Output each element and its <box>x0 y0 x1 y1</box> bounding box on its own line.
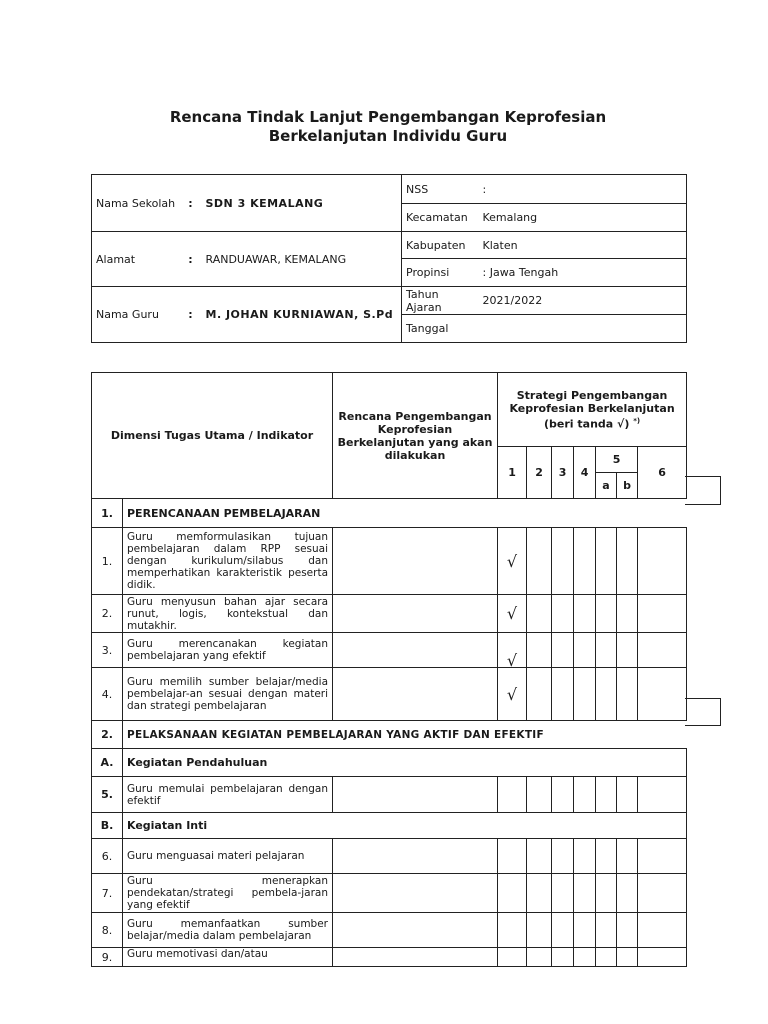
col-sub-6: 6 <box>638 447 687 499</box>
row-6-check-1 <box>498 839 527 874</box>
row-4-check-1: √ <box>498 668 527 721</box>
col-sub-5b: b <box>617 473 638 499</box>
propinsi-label: Propinsi <box>402 259 479 287</box>
nama-guru-value: M. JOHAN KURNIAWAN, S.Pd <box>202 287 402 343</box>
row-4-check-6 <box>638 668 687 721</box>
row-3-indicator: Guru merencanakan kegiatan pembelajaran yang efektif <box>123 633 333 668</box>
row-2-check-4 <box>574 595 596 633</box>
title-line-1: Rencana Tindak Lanjut Pengembangan Keprofesian <box>169 108 607 126</box>
row-5-check-4 <box>574 777 596 813</box>
row-6-check-3 <box>552 839 574 874</box>
alamat-value: RANDUAWAR, KEMALANG <box>202 232 402 287</box>
section-b-label: Kegiatan Inti <box>123 813 687 839</box>
row-9-check-5b <box>617 948 638 967</box>
row-5-check-1 <box>498 777 527 813</box>
row-1-check-5b <box>617 528 638 595</box>
row-5-check-5b <box>617 777 638 813</box>
strategi-note: *) <box>633 416 641 425</box>
row-3-check-6 <box>638 633 687 668</box>
row-7-check-1 <box>498 874 527 913</box>
row-7-check-5a <box>596 874 617 913</box>
row-1-check-5a <box>596 528 617 595</box>
row-7-rencana <box>333 874 498 913</box>
row-4-check-4 <box>574 668 596 721</box>
row-9-check-6 <box>638 948 687 967</box>
kecamatan-label: Kecamatan <box>402 204 479 232</box>
row-3-check-2 <box>527 633 552 668</box>
row-8-number: 8. <box>92 913 123 948</box>
row-6-check-5b <box>617 839 638 874</box>
col-sub-1: 1 <box>498 447 527 499</box>
row-8-check-5a <box>596 913 617 948</box>
row-2-indicator: Guru menyusun bahan ajar secara runut, logis, kontekstual dan mutakhir. <box>123 595 333 633</box>
col-sub-5: 5 <box>596 447 638 473</box>
section-a-label: Kegiatan Pendahuluan <box>123 749 687 777</box>
pkb-plan-table <box>91 372 687 967</box>
row-4-rencana <box>333 668 498 721</box>
nama-sekolah-value: SDN 3 KEMALANG <box>202 175 402 232</box>
col-sub-4: 4 <box>574 447 596 499</box>
row-3-check-5a <box>596 633 617 668</box>
row-8-check-6 <box>638 913 687 948</box>
row-9-check-2 <box>527 948 552 967</box>
row-9-check-5a <box>596 948 617 967</box>
colon: : <box>180 287 202 343</box>
section-1-number: 1. <box>92 499 123 528</box>
row-9-check-3 <box>552 948 574 967</box>
kecamatan-value: Kemalang <box>479 204 687 232</box>
row-5-check-6 <box>638 777 687 813</box>
col-sub-2: 2 <box>527 447 552 499</box>
row-7-check-4 <box>574 874 596 913</box>
row-6-check-4 <box>574 839 596 874</box>
row-2-check-1: √ <box>498 595 527 633</box>
row-6-number: 6. <box>92 839 123 874</box>
school-info-table <box>91 174 687 343</box>
row-1-number: 1. <box>92 528 123 595</box>
row-8-check-4 <box>574 913 596 948</box>
row-1-check-3 <box>552 528 574 595</box>
row-8-rencana <box>333 913 498 948</box>
section-b-number: B. <box>92 813 123 839</box>
row-2-number: 2. <box>92 595 123 633</box>
col-header-strategi <box>498 373 687 447</box>
row-4-check-3 <box>552 668 574 721</box>
colon: : <box>180 175 202 232</box>
row-7-number: 7. <box>92 874 123 913</box>
nama-guru-label: Nama Guru <box>92 287 180 343</box>
section-2-label: PELAKSANAAN KEGIATAN PEMBELAJARAN YANG AKTIF DAN EFEKTIF <box>123 721 687 749</box>
row-4-check-5a <box>596 668 617 721</box>
row-9-rencana <box>333 948 498 967</box>
colon: : <box>180 232 202 287</box>
row-1-check-6 <box>638 528 687 595</box>
row-9-number: 9. <box>92 948 123 967</box>
row-3-check-3 <box>552 633 574 668</box>
row-2-check-5a <box>596 595 617 633</box>
row-7-check-3 <box>552 874 574 913</box>
row-4-check-5b <box>617 668 638 721</box>
row-5-rencana <box>333 777 498 813</box>
section-2-extension <box>685 698 721 726</box>
nss-value: : <box>479 175 687 204</box>
row-2-rencana <box>333 595 498 633</box>
row-2-check-6 <box>638 595 687 633</box>
row-9-check-1 <box>498 948 527 967</box>
row-3-rencana <box>333 633 498 668</box>
row-7-check-5b <box>617 874 638 913</box>
row-1-check-1: √ <box>498 528 527 595</box>
tanggal-value <box>479 315 687 343</box>
row-4-number: 4. <box>92 668 123 721</box>
tahun-ajaran-value: 2021/2022 <box>479 287 687 315</box>
row-3-check-5b <box>617 633 638 668</box>
row-5-check-5a <box>596 777 617 813</box>
row-6-indicator: Guru menguasai materi pelajaran <box>123 839 333 874</box>
row-5-indicator: Guru memulai pembelajaran dengan efektif <box>123 777 333 813</box>
kabupaten-value: Klaten <box>479 232 687 259</box>
row-8-check-1 <box>498 913 527 948</box>
title-line-2: Berkelanjutan Individu Guru <box>268 127 508 145</box>
row-5-check-2 <box>527 777 552 813</box>
row-6-check-5a <box>596 839 617 874</box>
section-1-extension <box>685 476 721 505</box>
row-5-check-3 <box>552 777 574 813</box>
row-1-check-4 <box>574 528 596 595</box>
row-4-indicator: Guru memilih sumber belajar/media pembelajar-an sesuai dengan materi dan strategi pembelajaran <box>123 668 333 721</box>
row-6-check-2 <box>527 839 552 874</box>
col-sub-3: 3 <box>552 447 574 499</box>
row-3-number: 3. <box>92 633 123 668</box>
alamat-label: Alamat <box>92 232 180 287</box>
row-7-check-2 <box>527 874 552 913</box>
row-4-check-2 <box>527 668 552 721</box>
row-8-check-2 <box>527 913 552 948</box>
row-2-check-3 <box>552 595 574 633</box>
row-6-rencana <box>333 839 498 874</box>
row-7-check-6 <box>638 874 687 913</box>
row-2-check-2 <box>527 595 552 633</box>
col-sub-5a: a <box>596 473 617 499</box>
row-1-rencana <box>333 528 498 595</box>
document-title <box>91 108 685 146</box>
section-1-label: PERENCANAAN PEMBELAJARAN <box>123 499 687 528</box>
row-5-number: 5. <box>92 777 123 813</box>
tanggal-label: Tanggal <box>402 315 479 343</box>
row-8-check-3 <box>552 913 574 948</box>
tahun-ajaran-label: Tahun Ajaran <box>402 287 479 315</box>
row-3-check-4 <box>574 633 596 668</box>
row-1-check-2 <box>527 528 552 595</box>
propinsi-value: : Jawa Tengah <box>479 259 687 287</box>
row-7-indicator: Guru menerapkan pendekatan/strategi pembela-jaran yang efektif <box>123 874 333 913</box>
row-9-indicator: Guru memotivasi dan/atau <box>123 948 333 967</box>
row-1-indicator: Guru memformulasikan tujuan pembelajaran dalam RPP sesuai dengan kurikulum/silabus dan memperhatikan karakteristik peserta didik. <box>123 528 333 595</box>
row-2-check-5b <box>617 595 638 633</box>
row-8-indicator: Guru memanfaatkan sumber belajar/media dalam pembelajaran <box>123 913 333 948</box>
section-a-number: A. <box>92 749 123 777</box>
row-8-check-5b <box>617 913 638 948</box>
section-2-number: 2. <box>92 721 123 749</box>
col-header-rencana: Rencana Pengembangan Keprofesian Berkelanjutan yang akan dilakukan <box>333 373 498 499</box>
nss-label: NSS <box>402 175 479 204</box>
row-6-check-6 <box>638 839 687 874</box>
row-9-check-4 <box>574 948 596 967</box>
nama-sekolah-label: Nama Sekolah <box>92 175 180 232</box>
col-header-dimensi: Dimensi Tugas Utama / Indikator <box>92 373 333 499</box>
kabupaten-label: Kabupaten <box>402 232 479 259</box>
row-3-check-1: √ <box>498 633 527 668</box>
strategi-label: Strategi Pengembangan Keprofesian Berkelanjutan (beri tanda √) <box>509 388 675 431</box>
